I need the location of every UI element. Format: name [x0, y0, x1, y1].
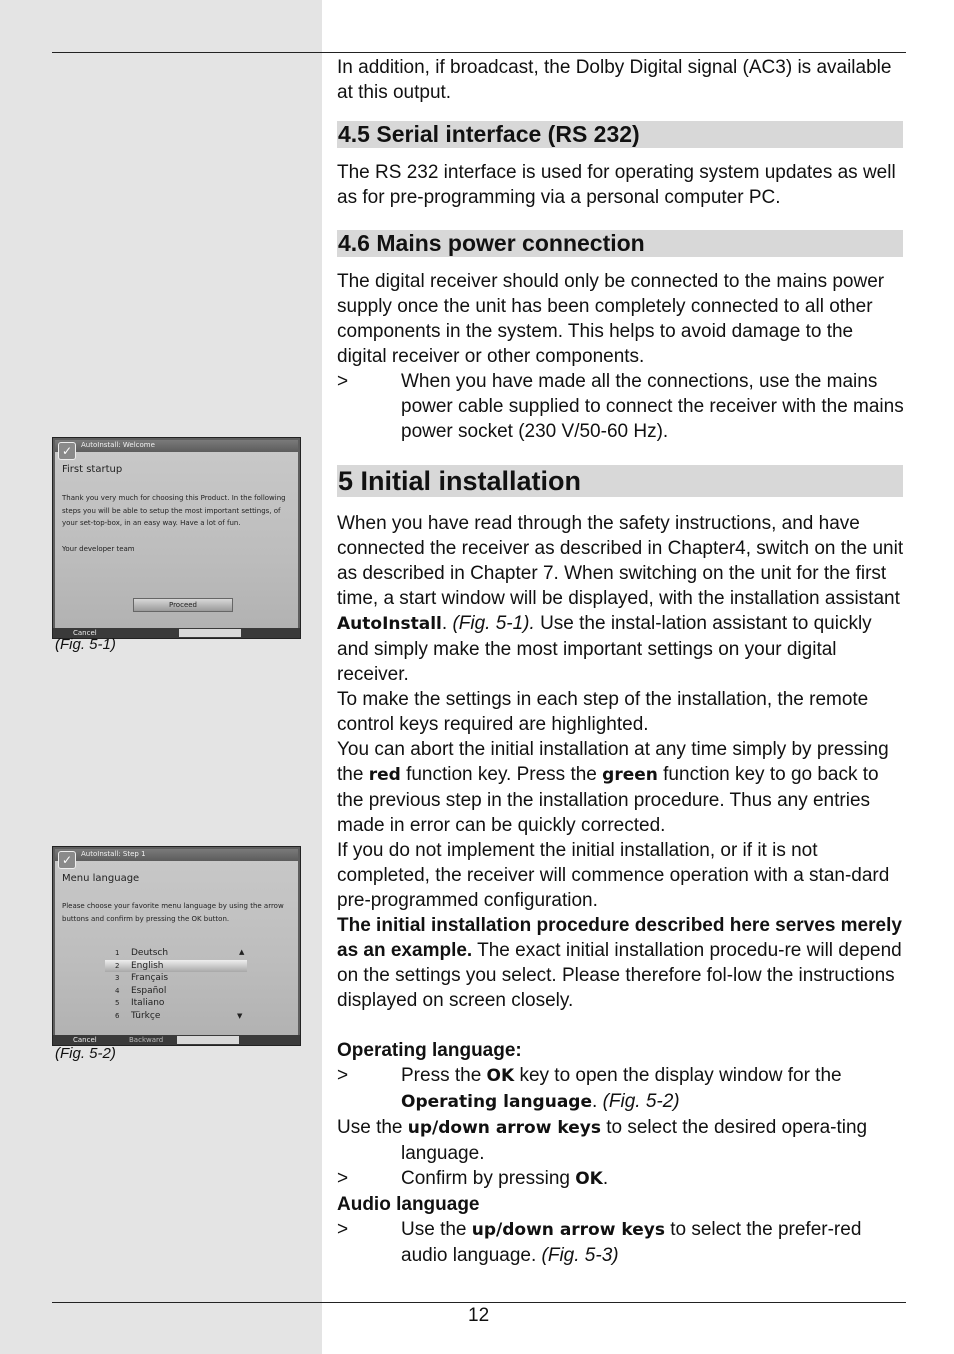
keyword-green: green: [602, 765, 658, 785]
keyword-red: red: [368, 765, 401, 785]
section-4-6-heading: 4.6 Mains power connection: [337, 230, 903, 257]
bullet-marker: >: [337, 371, 349, 392]
cancel-label: Cancel: [73, 1036, 97, 1044]
paragraph-example-note: The initial installation procedure described here serves merely as an example. The exact initial installation procedu-re will depend on the settings you select. Please therefore fol-low the instructions displayed on screen closely.: [337, 915, 902, 1011]
bottom-rule: [52, 1302, 906, 1303]
language-item: 6 Türkçe: [115, 1010, 161, 1021]
step-open-operating-language: > Press the OK key to open the display window for the Operating language. (Fig. 5-2): [337, 1065, 842, 1112]
checkbox-icon: ✓: [58, 442, 76, 460]
language-item: 4 Español: [115, 985, 167, 996]
section-4-6-body: The digital receiver should only be connected to the mains power supply once the unit has been completely connected to all other components in the system. This helps to avoid damage to the digital receiver or other components. > When you have made all the connections, use the mains power cable supplied to connect the receiver with the mains power socket (230 V/50-60 Hz).: [337, 271, 904, 442]
language-list: [115, 947, 255, 1023]
step-confirm-ok: > Confirm by pressing OK.: [337, 1168, 609, 1189]
footer-highlight: [177, 1036, 239, 1044]
page-number: 12: [468, 1305, 490, 1326]
proceed-button: Proceed: [133, 598, 233, 612]
spacer: [337, 1013, 905, 1038]
language-item: 3 Français: [115, 973, 169, 984]
audio-language-heading: Audio language: [337, 1194, 480, 1215]
scroll-up-icon: ▲: [239, 948, 245, 956]
footer-highlight: [179, 629, 241, 637]
section-4-5-heading: 4.5 Serial interface (RS 232): [337, 121, 903, 148]
fig-ref: (Fig. 5-1).: [452, 613, 535, 634]
operating-language-heading: Operating language:: [337, 1040, 522, 1061]
language-item: 1 Deutsch: [115, 948, 169, 958]
keyword-autoinstall: AutoInstall: [337, 614, 442, 634]
paragraph-default-config: If you do not implement the initial installation, or if it is not completed, the receiver will commence operation with a stan-dard pre-programmed configuration.: [337, 840, 890, 911]
scroll-down-icon: ▼: [237, 1012, 243, 1020]
checkbox-icon: ✓: [58, 851, 76, 869]
chapter-5-heading: 5 Initial installation: [337, 465, 903, 497]
figure-5-2-screenshot: AutoInstall: Step 1 ✓ Menu language Please choose your favorite menu language by using the arrow buttons and confirm by pressing the OK button. 1 Deutsch 2 English 3 Français 4 Español 5 Italiano 6 Türkçe ▲ ▼ Cancel Backward: [52, 846, 301, 1046]
figure-5-2-caption: (Fig. 5-2): [55, 1045, 116, 1062]
step-audio-language: > Use the up/down arrow keys to select the prefer-red audio language. (Fig. 5-3): [337, 1219, 862, 1266]
language-item-selected: 2 English: [105, 960, 247, 973]
figure-5-1-screenshot: AutoInstall: Welcome ✓ First startup Thank you very much for choosing this Product. In the following steps you will be able to setup the most important settings, of your set-top-box, in an easy way. Have a lot of fun. Your developer team Proceed Cancel: [52, 437, 301, 639]
paragraph-abort: You can abort the initial installation at any time simply by pressing the red function key. Press the green function key to go back to the previous step in the installation procedure. Thus any entries made in error can be quickly corrected.: [337, 739, 889, 836]
left-margin-band: [0, 0, 322, 1354]
chapter-5-body: [337, 511, 905, 1268]
backward-label: Backward: [129, 1036, 164, 1044]
figure-5-1-caption: (Fig. 5-1): [55, 636, 116, 653]
step-select-language: Use the up/down arrow keys to select the desired opera-ting language.: [337, 1117, 868, 1164]
language-item: 5 Italiano: [115, 998, 165, 1009]
paragraph-remote-keys: To make the settings in each step of the installation, the remote control keys required are highlighted.: [337, 689, 869, 735]
cancel-label: Cancel: [73, 629, 97, 637]
intro-paragraph: In addition, if broadcast, the Dolby Digital signal (AC3) is available at this output.: [337, 57, 892, 103]
paragraph-autoinstall: When you have read through the safety instructions, and have connected the receiver as described in Chapter4, switch on the unit as described in Chapter 7. When switching on the unit for the first time, a start window will be displayed, with the installation assistant AutoInstall. (Fig. 5-1). Use the instal-lation assistant to quickly and simply make the most important settings on your digital receiver.: [337, 513, 904, 685]
section-4-5-body: The RS 232 interface is used for operating system updates as well as for pre-programming via a personal computer PC.: [337, 162, 896, 208]
mains-step: > When you have made all the connections, use the mains power cable supplied to connect the receiver with the mains power socket (230 V/50-60 Hz).: [337, 371, 904, 442]
top-rule: [52, 52, 906, 53]
